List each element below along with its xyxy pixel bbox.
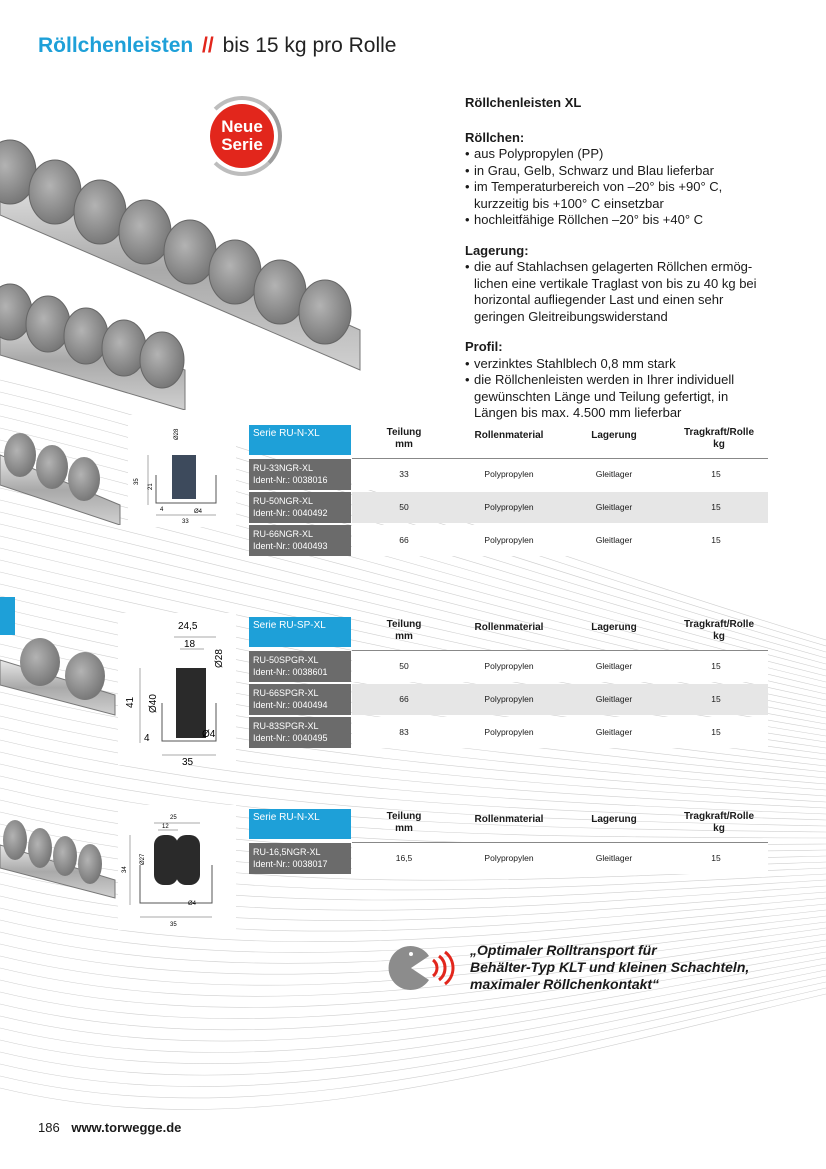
row-ident: Ident-Nr.: 0040494	[253, 700, 328, 710]
cell-material: Polypropylen	[484, 535, 534, 545]
section-heading: Röllchen:	[465, 129, 525, 145]
dim-label: 34	[122, 866, 128, 873]
cell-teilung: 50	[399, 661, 409, 671]
title-separator: //	[202, 34, 214, 57]
side-tab-marker	[0, 597, 15, 635]
cell-material: Polypropylen	[484, 661, 534, 671]
row-ident: Ident-Nr.: 0038601	[253, 667, 328, 677]
col-unit: mm	[395, 631, 413, 642]
roller	[254, 260, 306, 324]
col-label: Tragkraft/Rolle	[683, 427, 755, 438]
quote-text	[470, 942, 800, 993]
col-unit: kg	[713, 631, 725, 642]
cell-teilung: 66	[399, 694, 409, 704]
new-series-badge	[202, 96, 286, 180]
badge-line-1: Neue	[221, 117, 263, 136]
roller	[26, 296, 70, 352]
quote-line: maximaler Röllchenkontakt“	[470, 976, 660, 992]
cell-tragkraft: 15	[711, 727, 721, 737]
product-photo-rail-sp	[0, 620, 120, 720]
cell-material: Polypropylen	[484, 853, 534, 863]
wave-line	[0, 982, 826, 1087]
cell-tragkraft: 15	[711, 661, 721, 671]
col-lagerung: Lagerung	[591, 622, 637, 633]
list-item: • die auf Stahlachsen gelagerten Röllchen ermög-lichen eine vertikale Traglast von bis zu 40 kg bei horizontal aufliegender Last und einen sehr geringen Gleitreibungswiderstand	[465, 259, 766, 325]
row-name: RU-66SPGR-XL	[253, 688, 319, 698]
dim-label: 35	[170, 922, 177, 928]
cell-teilung: 66	[399, 535, 409, 545]
row-ident: Ident-Nr.: 0040493	[253, 541, 328, 551]
col-lagerung: Lagerung	[591, 814, 637, 825]
section-profil	[465, 339, 805, 422]
row-name: RU-50SPGR-XL	[253, 655, 319, 665]
quote-line: „Optimaler Rolltransport für	[470, 942, 657, 958]
col-unit: kg	[713, 439, 725, 450]
list-item: • in Grau, Gelb, Schwarz und Blau lieferbar	[465, 163, 805, 180]
series-label: Serie RU-N-XL	[249, 425, 351, 455]
product-photo-rails	[0, 80, 380, 410]
roller	[299, 280, 351, 344]
col-tragkraft	[669, 427, 769, 451]
dim-label: 33	[182, 519, 189, 525]
page-title-bold: Röllchenleisten	[38, 34, 194, 57]
list-item: • im Temperaturbereich von –20° bis +90° C, kurzzeitig bis +100° C einsetzbar	[465, 179, 744, 212]
dim-label: Ø4	[188, 901, 197, 907]
row-label	[249, 492, 351, 523]
row-ident: Ident-Nr.: 0038016	[253, 475, 328, 485]
page-title	[38, 34, 397, 58]
row-label	[249, 717, 351, 748]
dim-label: 21	[148, 483, 154, 490]
dim-label: 35	[134, 478, 140, 485]
dim-label: 24,5	[178, 621, 198, 632]
cell-teilung: 33	[399, 469, 409, 479]
col-material: Rollenmaterial	[474, 622, 544, 633]
roller	[119, 200, 171, 264]
technical-drawing-1	[128, 415, 236, 527]
cell-lagerung: Gleitlager	[595, 661, 633, 671]
col-unit: kg	[713, 823, 725, 834]
badge-line-2: Serie	[221, 135, 263, 154]
page-title-rest: bis 15 kg pro Rolle	[222, 34, 397, 57]
product-photo-rail-n	[0, 415, 125, 525]
col-label: Teilung	[386, 811, 422, 822]
col-material: Rollenmaterial	[474, 814, 544, 825]
roller	[64, 308, 108, 364]
product-photo-rail-n-small	[0, 800, 120, 900]
row-name: RU-83SPGR-XL	[253, 721, 319, 731]
roller	[74, 180, 126, 244]
cell-lagerung: Gleitlager	[595, 694, 633, 704]
cell-tragkraft: 15	[711, 853, 721, 863]
roller-contact-icon	[387, 944, 457, 992]
col-unit: mm	[395, 439, 413, 450]
dim-label: Ø4	[202, 729, 216, 740]
col-teilung	[374, 811, 434, 835]
dim-label: 4	[160, 507, 164, 513]
cell-tragkraft: 15	[711, 535, 721, 545]
cell-material: Polypropylen	[484, 469, 534, 479]
cell-lagerung: Gleitlager	[595, 535, 633, 545]
dim-label: 4	[144, 733, 150, 744]
cell-lagerung: Gleitlager	[595, 727, 633, 737]
col-tragkraft	[669, 619, 769, 643]
row-label	[249, 684, 351, 715]
quote-line: Behälter-Typ KLT und kleinen Schachteln,	[470, 959, 750, 975]
series-label: Serie RU-N-XL	[249, 809, 351, 839]
row-label	[249, 651, 351, 682]
col-material: Rollenmaterial	[474, 430, 544, 441]
col-label: Teilung	[386, 619, 422, 630]
row-label	[249, 525, 351, 556]
series-label: Serie RU-SP-XL	[249, 617, 351, 647]
cell-material: Polypropylen	[484, 502, 534, 512]
product-title: Röllchenleisten XL	[465, 95, 582, 110]
cell-teilung: 83	[399, 727, 409, 737]
section-heading: Lagerung:	[465, 242, 529, 258]
wave-line	[0, 988, 826, 1098]
cell-lagerung: Gleitlager	[595, 502, 633, 512]
technical-drawing-3	[118, 805, 236, 930]
dim-label: 18	[184, 639, 196, 650]
row-label	[249, 843, 351, 874]
roller	[102, 320, 146, 376]
col-lagerung: Lagerung	[591, 430, 637, 441]
product-description	[465, 95, 805, 422]
page-number: 186	[38, 1120, 60, 1135]
row-name: RU-33NGR-XL	[253, 463, 314, 473]
dim-label: 12	[162, 824, 169, 830]
wave-line	[0, 994, 826, 1109]
row-ident: Ident-Nr.: 0040492	[253, 508, 328, 518]
col-label: Tragkraft/Rolle	[683, 811, 755, 822]
roller	[29, 160, 81, 224]
dim-label: 35	[182, 757, 194, 765]
col-unit: mm	[395, 823, 413, 834]
cell-material: Polypropylen	[484, 727, 534, 737]
roller	[209, 240, 261, 304]
section-roellchen	[465, 130, 805, 229]
cell-tragkraft: 15	[711, 502, 721, 512]
section-heading: Profil:	[465, 339, 503, 354]
col-teilung	[374, 427, 434, 451]
dim-label: Ø27	[140, 853, 146, 865]
cell-tragkraft: 15	[711, 694, 721, 704]
footer-url[interactable]: www.torwegge.de	[71, 1120, 182, 1135]
dim-label: Ø40	[148, 694, 159, 713]
col-label: Tragkraft/Rolle	[683, 619, 755, 630]
dim-label: 41	[125, 696, 136, 708]
list-item: • verzinktes Stahlblech 0,8 mm stark	[465, 356, 805, 373]
cell-lagerung: Gleitlager	[595, 853, 633, 863]
page-footer	[38, 1120, 181, 1135]
badge-circle	[210, 104, 274, 168]
list-item: • hochleitfähige Röllchen –20° bis +40° C	[465, 212, 805, 229]
row-name: RU-16,5NGR-XL	[253, 847, 321, 857]
cell-tragkraft: 15	[711, 469, 721, 479]
roller	[140, 332, 184, 388]
dim-label: 25	[170, 815, 177, 821]
dim-label: Ø4	[194, 509, 203, 515]
list-item: • aus Polypropylen (PP)	[465, 146, 805, 163]
cell-material: Polypropylen	[484, 694, 534, 704]
roller	[164, 220, 216, 284]
cell-lagerung: Gleitlager	[595, 469, 633, 479]
technical-drawing-2	[118, 613, 236, 765]
row-ident: Ident-Nr.: 0038017	[253, 859, 328, 869]
dim-label: Ø28	[214, 649, 225, 668]
list-item: • die Röllchenleisten werden in Ihrer individuell gewünschten Länge und Teilung gefertigt, in Längen bis max. 4.500 mm lieferbar	[465, 372, 766, 422]
cell-teilung: 16,5	[395, 853, 413, 863]
row-name: RU-50NGR-XL	[253, 496, 314, 506]
col-teilung	[374, 619, 434, 643]
dim-label: Ø28	[174, 428, 180, 440]
row-name: RU-66NGR-XL	[253, 529, 314, 539]
cell-teilung: 50	[399, 502, 409, 512]
section-lagerung	[465, 243, 805, 326]
col-tragkraft	[669, 811, 769, 835]
row-label	[249, 459, 351, 490]
col-label: Teilung	[386, 427, 422, 438]
row-ident: Ident-Nr.: 0040495	[253, 733, 328, 743]
